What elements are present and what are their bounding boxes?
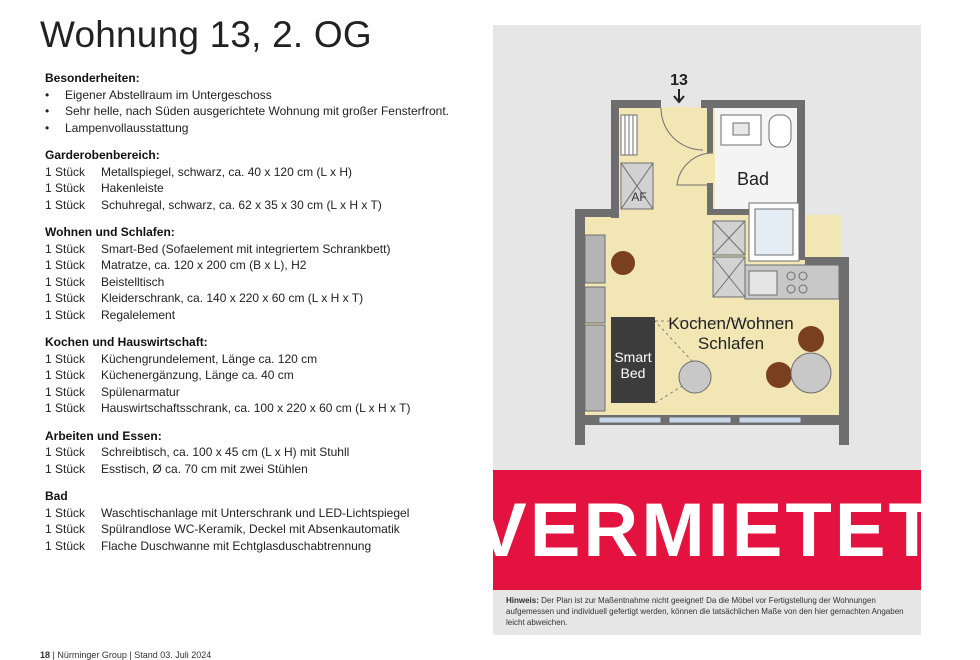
footer-separator: | bbox=[52, 650, 55, 660]
page-number: 18 bbox=[40, 650, 51, 660]
list-item: 1 Stück Spülenarmatur bbox=[45, 384, 180, 399]
chair-2 bbox=[798, 326, 824, 352]
entry-arrow-icon bbox=[674, 89, 684, 102]
features-list bbox=[45, 70, 475, 554]
section-bad bbox=[45, 488, 475, 554]
section-heading: Arbeiten und Essen: bbox=[45, 428, 162, 443]
bullet-icon: • bbox=[45, 104, 50, 118]
list-item: 1 Stück Küchengrundelement, Länge ca. 120 cm bbox=[45, 351, 318, 366]
left-shelving bbox=[585, 235, 605, 411]
chair-3 bbox=[766, 362, 792, 388]
section-garderobe bbox=[45, 147, 475, 213]
list-item: 1 Stück Regalelement bbox=[45, 307, 176, 322]
rented-banner: VERMIETET bbox=[493, 470, 921, 590]
list-item: 1 Stück Schreibtisch, ca. 100 x 45 cm (L x H) mit Stuhll bbox=[45, 445, 350, 459]
footer-text: Nürminger Group | Stand 03. Juli 2024 bbox=[57, 650, 212, 660]
bullet-item: • Lampenvollausstattung bbox=[45, 120, 189, 135]
list-item: 1 Stück Beistelltisch bbox=[45, 274, 165, 289]
bullet-item: • Sehr helle, nach Süden ausgerichtete Wohnung mit großer Fensterfront. bbox=[45, 104, 449, 118]
section-heading: Besonderheiten: bbox=[45, 71, 140, 85]
list-item: 1 Stück Smart-Bed (Sofaelement mit integriertem Schrankbett) bbox=[45, 241, 391, 256]
bullet-icon: • bbox=[45, 87, 50, 102]
list-item: 1 Stück Waschtischanlage mit Unterschrank und LED-Lichtspiegel bbox=[45, 505, 410, 520]
floor-plan bbox=[493, 25, 921, 470]
section-arbeiten bbox=[45, 428, 475, 478]
af-cabinet bbox=[621, 163, 653, 209]
list-item: 1 Stück Hakenleiste bbox=[45, 181, 164, 195]
section-wohnen bbox=[45, 224, 475, 323]
list-item: 1 Stück Schuhregal, schwarz, ca. 62 x 35 x 30 cm (L x H x T) bbox=[45, 197, 382, 212]
section-heading: Garderobenbereich: bbox=[45, 148, 160, 162]
list-item: 1 Stück Flache Duschwanne mit Echtglasduschabtrennung bbox=[45, 538, 372, 553]
section-heading: Wohnen und Schlafen: bbox=[45, 225, 175, 239]
bed-label-1: Smart bbox=[614, 349, 652, 365]
side-table bbox=[679, 361, 711, 393]
bullet-item: • Eigener Abstellraum im Untergeschoss bbox=[45, 87, 272, 102]
hint-text: Der Plan ist zur Maßentnahme nicht geeignet! Da die Möbel vor Fertigstellung der Wohnungen aufgemessen und individuell gefertigt werden, können die tatsächlichen Maße von den hier gemachten Angaben leicht abweichen. bbox=[506, 596, 904, 627]
dining-table bbox=[791, 353, 831, 393]
list-item: 1 Stück Küchenergänzung, Länge ca. 40 cm bbox=[45, 368, 294, 382]
list-item: 1 Stück Esstisch, Ø ca. 70 cm mit zwei Stühlen bbox=[45, 461, 308, 476]
bathroom-label: Bad bbox=[736, 169, 770, 189]
section-besonderheiten bbox=[45, 70, 475, 136]
af-label: AF bbox=[631, 190, 647, 204]
hint-label: Hinweis: bbox=[506, 596, 539, 605]
list-item: 1 Stück Kleiderschrank, ca. 140 x 220 x 60 cm (L x H x T) bbox=[45, 291, 364, 305]
section-heading: Kochen und Hauswirtschaft: bbox=[45, 335, 208, 349]
plan-hint bbox=[506, 595, 906, 628]
chair-1 bbox=[611, 251, 635, 275]
page-footer bbox=[40, 650, 211, 660]
coat-rack bbox=[621, 115, 637, 155]
section-heading: Bad bbox=[45, 489, 68, 503]
page-title: Wohnung 13, 2. OG bbox=[40, 14, 372, 55]
list-item: 1 Stück Matratze, ca. 120 x 200 cm (B x L), H2 bbox=[45, 258, 307, 272]
list-item: 1 Stück Spülrandlose WC-Keramik, Deckel mit Absenkautomatik bbox=[45, 522, 400, 536]
bullet-icon: • bbox=[45, 120, 50, 135]
living-label-1: Kochen/Wohnen bbox=[668, 314, 794, 333]
list-item: 1 Stück Metallspiegel, schwarz, ca. 40 x 120 cm (L x H) bbox=[45, 164, 352, 179]
bed-label-2: Bed bbox=[620, 365, 646, 381]
unit-number: 13 bbox=[670, 72, 688, 89]
living-label-2: Schlafen bbox=[697, 334, 765, 353]
windows bbox=[599, 417, 801, 423]
section-kochen bbox=[45, 334, 475, 417]
list-item: 1 Stück Hauswirtschaftsschrank, ca. 100 x 220 x 60 cm (L x H x T) bbox=[45, 401, 411, 415]
